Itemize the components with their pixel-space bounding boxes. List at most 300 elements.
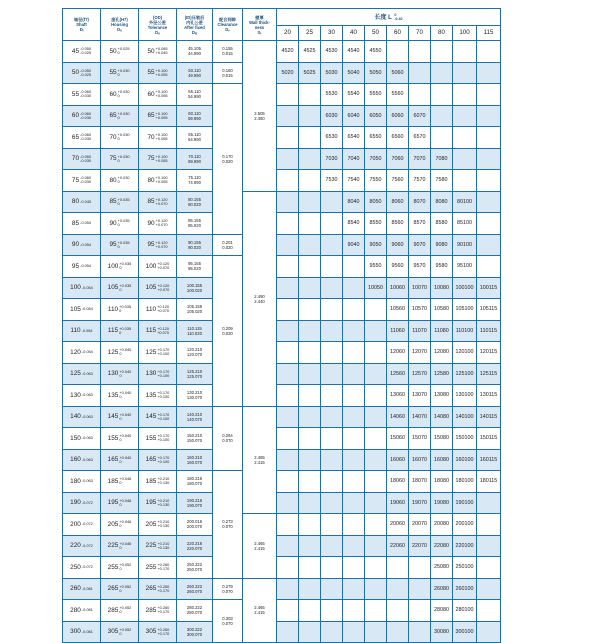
length-part-number-cell: 5060	[387, 62, 409, 84]
length-column-header: 80	[431, 26, 453, 41]
table-row	[63, 514, 501, 536]
length-part-number-cell: 12070	[409, 342, 431, 364]
shaft-cell: 190 -0.072	[63, 492, 101, 514]
id-after-fixed-cell: 55.110 54.990	[177, 84, 213, 106]
id-after-fixed-cell: 50.110 49.990	[177, 62, 213, 84]
length-part-number-cell	[343, 492, 365, 514]
od-tolerance-cell: 265 +0.260 +0.170	[139, 578, 177, 600]
length-part-number-cell: 10570	[409, 299, 431, 321]
id-after-fixed-cell: 45.105 44.990	[177, 41, 213, 63]
table-row	[63, 191, 501, 213]
length-part-number-cell	[277, 385, 299, 407]
id-after-fixed-cell: 190.216 190.070	[177, 492, 213, 514]
id-after-fixed-cell: 130.210 130.070	[177, 385, 213, 407]
od-tolerance-cell: 50 +0.085 +0.045	[139, 41, 177, 63]
length-part-number-cell	[409, 62, 431, 84]
od-tolerance-cell: 165 +0.170 +0.100	[139, 449, 177, 471]
shaft-cell: 70 -0.060 -0.030	[63, 148, 101, 170]
length-part-number-cell: 6060	[387, 105, 409, 127]
length-part-number-cell: 15070	[409, 428, 431, 450]
shaft-cell: 300 -0.081	[63, 621, 101, 643]
length-part-number-cell	[277, 406, 299, 428]
table-row	[63, 342, 501, 364]
length-part-number-cell: 5560	[387, 84, 409, 106]
length-part-number-cell: 125100	[453, 363, 477, 385]
housing-cell: 305 +0.052 0	[101, 621, 139, 643]
wall-thickness-cell: 2.465 2.415	[243, 406, 277, 514]
length-part-number-cell	[277, 492, 299, 514]
od-tolerance-cell: 115 +0.120 +0.070	[139, 320, 177, 342]
length-column-header: 60	[387, 26, 409, 41]
length-part-number-cell	[409, 600, 431, 622]
length-part-number-cell	[453, 84, 477, 106]
length-part-number-cell	[299, 600, 321, 622]
length-part-number-cell	[409, 557, 431, 579]
length-part-number-cell	[277, 277, 299, 299]
length-part-number-cell: 85100	[453, 213, 477, 235]
length-part-number-cell: 8040	[343, 191, 365, 213]
length-part-number-cell	[321, 277, 343, 299]
housing-cell: 185 +0.046 0	[101, 471, 139, 493]
length-part-number-cell	[277, 213, 299, 235]
length-part-number-cell: 28080	[431, 600, 453, 622]
table-row	[63, 492, 501, 514]
length-part-number-cell: 6040	[343, 105, 365, 127]
shaft-cell: 280 -0.081	[63, 600, 101, 622]
length-part-number-cell	[343, 578, 365, 600]
housing-cell: 155 +0.040 0	[101, 428, 139, 450]
housing-cell: 135 +0.040 0	[101, 385, 139, 407]
length-part-number-cell	[409, 621, 431, 643]
length-part-number-cell	[477, 170, 501, 192]
length-part-number-cell	[277, 363, 299, 385]
id-after-fixed-cell: 85.155 85.020	[177, 213, 213, 235]
length-part-number-cell	[365, 299, 387, 321]
od-tolerance-cell: 90 +0.120 +0.070	[139, 213, 177, 235]
length-part-number-cell	[277, 256, 299, 278]
housing-cell: 75 +0.030 0	[101, 148, 139, 170]
table-row	[63, 105, 501, 127]
housing-cell: 80 +0.030 0	[101, 170, 139, 192]
shaft-cell: 180 -0.063	[63, 471, 101, 493]
length-part-number-cell	[453, 105, 477, 127]
shaft-cell: 160 -0.063	[63, 449, 101, 471]
housing-cell: 90 +0.035 0	[101, 213, 139, 235]
length-part-number-cell	[477, 148, 501, 170]
od-tolerance-cell: 80 +0.100 +0.055	[139, 170, 177, 192]
length-part-number-cell	[453, 62, 477, 84]
clearance-cell: 0.170 0.020	[213, 84, 243, 235]
housing-cell: 195 +0.046 0	[101, 492, 139, 514]
id-after-fixed-cell: 220.216 220.070	[177, 535, 213, 557]
length-part-number-cell: 5020	[277, 62, 299, 84]
length-part-number-cell: 220100	[453, 535, 477, 557]
id-after-fixed-cell: 90.155 90.020	[177, 234, 213, 256]
table-row	[63, 213, 501, 235]
length-part-number-cell	[343, 342, 365, 364]
table-row	[63, 578, 501, 600]
length-part-number-cell	[343, 449, 365, 471]
length-part-number-cell	[343, 299, 365, 321]
length-part-number-cell	[431, 41, 453, 63]
length-part-number-cell: 6530	[321, 127, 343, 149]
length-part-number-cell: 10580	[431, 299, 453, 321]
wall-thickness-cell: 2.490 2.440	[243, 191, 277, 406]
length-part-number-cell: 300100	[453, 621, 477, 643]
od-tolerance-cell: 195 +0.210 +0.130	[139, 492, 177, 514]
length-part-number-cell: 140115	[477, 406, 501, 428]
table-row	[63, 535, 501, 557]
header-shaft: 轴径(f7) Shaft Dᵢ	[63, 9, 101, 41]
length-part-number-cell: 19080	[431, 492, 453, 514]
length-part-number-cell: 7570	[409, 170, 431, 192]
length-part-number-cell: 8560	[387, 213, 409, 235]
length-part-number-cell	[343, 320, 365, 342]
length-part-number-cell: 5050	[365, 62, 387, 84]
length-part-number-cell: 9060	[387, 234, 409, 256]
length-part-number-cell	[277, 557, 299, 579]
length-part-number-cell	[277, 191, 299, 213]
housing-cell: 225 +0.046 0	[101, 535, 139, 557]
length-part-number-cell	[365, 514, 387, 536]
housing-cell: 125 +0.040 0	[101, 342, 139, 364]
od-tolerance-cell: 100 +0.120 +0.070	[139, 256, 177, 278]
shaft-cell: 80 -0.045	[63, 191, 101, 213]
housing-cell: 285 +0.052 0	[101, 600, 139, 622]
length-part-number-cell	[299, 557, 321, 579]
shaft-cell: 125 -0.063	[63, 363, 101, 385]
length-part-number-cell	[365, 428, 387, 450]
shaft-cell: 150 -0.063	[63, 428, 101, 450]
length-part-number-cell	[299, 406, 321, 428]
length-part-number-cell: 13060	[387, 385, 409, 407]
header-od-tolerance: (OD) 外径公差 Tolerance Dₒ	[139, 9, 177, 41]
id-after-fixed-cell: 260.222 260.070	[177, 578, 213, 600]
clearance-cell: 0.209 0.020	[213, 256, 243, 407]
wall-thickness-cell: 2.465 2.415	[243, 578, 277, 643]
length-part-number-cell	[321, 428, 343, 450]
wall-thickness-cell: 2.465 2.415	[243, 514, 277, 579]
length-part-number-cell	[477, 234, 501, 256]
length-part-number-cell	[343, 277, 365, 299]
od-tolerance-cell: 155 +0.170 +0.100	[139, 428, 177, 450]
length-part-number-cell	[365, 535, 387, 557]
housing-cell: 85 +0.035 0	[101, 191, 139, 213]
shaft-cell: 45 -0.050 -0.025	[63, 41, 101, 63]
length-part-number-cell	[365, 385, 387, 407]
length-part-number-cell: 100100	[453, 277, 477, 299]
shaft-cell: 90 -0.054	[63, 234, 101, 256]
housing-cell: 100 +0.035 0	[101, 256, 139, 278]
length-part-number-cell	[343, 363, 365, 385]
length-part-number-cell	[277, 449, 299, 471]
shaft-cell: 200 -0.072	[63, 514, 101, 536]
length-part-number-cell: 11080	[431, 320, 453, 342]
length-part-number-cell: 7530	[321, 170, 343, 192]
length-part-number-cell: 105100	[453, 299, 477, 321]
header-housing: 座孔(H7) Housing Dₒ	[101, 9, 139, 41]
table-row	[63, 471, 501, 493]
id-after-fixed-cell: 280.222 280.070	[177, 600, 213, 622]
length-part-number-cell	[453, 41, 477, 63]
length-part-number-cell: 100115	[477, 277, 501, 299]
length-part-number-cell	[365, 578, 387, 600]
header-wall-thickness: 壁厚 Wall thick- ness Sₜ	[243, 9, 277, 41]
length-part-number-cell: 7080	[431, 148, 453, 170]
wall-thickness-cell: 2.505 2.460	[243, 41, 277, 192]
length-part-number-cell: 110100	[453, 320, 477, 342]
length-part-number-cell	[343, 428, 365, 450]
length-part-number-cell: 7040	[343, 148, 365, 170]
housing-cell: 60 +0.030 0	[101, 84, 139, 106]
length-part-number-cell: 14070	[409, 406, 431, 428]
housing-cell: 255 +0.052 0	[101, 557, 139, 579]
length-part-number-cell: 9080	[431, 234, 453, 256]
length-part-number-cell	[299, 471, 321, 493]
length-part-number-cell: 8070	[409, 191, 431, 213]
length-part-number-cell	[365, 492, 387, 514]
length-part-number-cell: 10080	[431, 277, 453, 299]
id-after-fixed-cell: 60.110 59.990	[177, 105, 213, 127]
length-part-number-cell	[365, 449, 387, 471]
length-part-number-cell: 12060	[387, 342, 409, 364]
length-part-number-cell: 10050	[365, 277, 387, 299]
length-part-number-cell: 95100	[453, 256, 477, 278]
od-tolerance-cell: 60 +0.100 +0.055	[139, 84, 177, 106]
length-part-number-cell	[477, 191, 501, 213]
length-column-header: 115	[477, 26, 501, 41]
length-part-number-cell	[277, 514, 299, 536]
housing-cell: 265 +0.052 0	[101, 578, 139, 600]
length-part-number-cell: 8570	[409, 213, 431, 235]
length-part-number-cell	[477, 84, 501, 106]
table-row	[63, 557, 501, 579]
id-after-fixed-cell: 180.216 180.070	[177, 471, 213, 493]
length-part-number-cell: 4550	[365, 41, 387, 63]
length-column-header: 40	[343, 26, 365, 41]
length-part-number-cell: 4530	[321, 41, 343, 63]
length-part-number-cell: 150100	[453, 428, 477, 450]
length-part-number-cell: 20070	[409, 514, 431, 536]
od-tolerance-cell: 75 +0.100 +0.055	[139, 148, 177, 170]
length-part-number-cell	[477, 600, 501, 622]
id-after-fixed-cell: 105.155 105.020	[177, 299, 213, 321]
id-after-fixed-cell: 300.222 300.070	[177, 621, 213, 643]
shaft-cell: 95 -0.054	[63, 256, 101, 278]
length-part-number-cell: 22060	[387, 535, 409, 557]
length-part-number-cell	[387, 41, 409, 63]
length-part-number-cell	[321, 578, 343, 600]
length-part-number-cell: 7030	[321, 148, 343, 170]
length-part-number-cell	[277, 471, 299, 493]
length-part-number-cell	[321, 385, 343, 407]
length-part-number-cell: 5530	[321, 84, 343, 106]
length-part-number-cell	[299, 148, 321, 170]
length-part-number-cell	[321, 471, 343, 493]
length-part-number-cell	[277, 320, 299, 342]
length-part-number-cell	[299, 234, 321, 256]
length-part-number-cell: 7560	[387, 170, 409, 192]
length-part-number-cell: 26080	[431, 578, 453, 600]
length-part-number-cell: 6050	[365, 105, 387, 127]
od-tolerance-cell: 85 +0.120 +0.070	[139, 191, 177, 213]
length-part-number-cell	[343, 385, 365, 407]
table-row	[63, 428, 501, 450]
length-part-number-cell	[365, 621, 387, 643]
length-part-number-cell	[321, 256, 343, 278]
housing-cell: 165 +0.040 0	[101, 449, 139, 471]
housing-cell: 65 +0.030 0	[101, 105, 139, 127]
length-column-header: 30	[321, 26, 343, 41]
length-part-number-cell	[321, 213, 343, 235]
length-part-number-cell	[299, 84, 321, 106]
length-part-number-cell: 10070	[409, 277, 431, 299]
length-part-number-cell: 12560	[387, 363, 409, 385]
length-part-number-cell: 10060	[387, 277, 409, 299]
id-after-fixed-cell: 70.110 69.990	[177, 148, 213, 170]
table-row	[63, 299, 501, 321]
length-part-number-cell	[299, 299, 321, 321]
od-tolerance-cell: 125 +0.170 +0.100	[139, 342, 177, 364]
length-part-number-cell: 14080	[431, 406, 453, 428]
id-after-fixed-cell: 200.016 200.070	[177, 514, 213, 536]
length-part-number-cell: 5040	[343, 62, 365, 84]
length-part-number-cell	[299, 170, 321, 192]
length-part-number-cell	[387, 621, 409, 643]
length-part-number-cell: 11060	[387, 320, 409, 342]
shaft-cell: 105 -0.054	[63, 299, 101, 321]
length-part-number-cell: 8060	[387, 191, 409, 213]
id-after-fixed-cell: 95.155 95.020	[177, 256, 213, 278]
table-row	[63, 148, 501, 170]
length-part-number-cell: 14060	[387, 406, 409, 428]
length-part-number-cell	[299, 213, 321, 235]
length-part-number-cell: 200100	[453, 514, 477, 536]
length-part-number-cell	[277, 535, 299, 557]
length-part-number-cell	[387, 578, 409, 600]
length-part-number-cell: 8080	[431, 191, 453, 213]
length-part-number-cell	[277, 148, 299, 170]
length-part-number-cell	[299, 363, 321, 385]
length-part-number-cell: 4525	[299, 41, 321, 63]
length-part-number-cell: 16070	[409, 449, 431, 471]
table-row	[63, 41, 501, 63]
length-part-number-cell	[299, 256, 321, 278]
length-part-number-cell	[321, 557, 343, 579]
length-part-number-cell: 150115	[477, 428, 501, 450]
header-length: 长度 L 0 -0.40	[277, 9, 501, 26]
length-part-number-cell	[431, 127, 453, 149]
length-part-number-cell: 125115	[477, 363, 501, 385]
id-after-fixed-cell: 150.210 150.070	[177, 428, 213, 450]
length-part-number-cell: 120115	[477, 342, 501, 364]
shaft-cell: 120 -0.054	[63, 342, 101, 364]
shaft-cell: 65 -0.060 -0.030	[63, 127, 101, 149]
length-part-number-cell	[277, 84, 299, 106]
length-part-number-cell: 25080	[431, 557, 453, 579]
od-tolerance-cell: 145 +0.170 +0.100	[139, 406, 177, 428]
length-part-number-cell	[365, 557, 387, 579]
table-row	[63, 363, 501, 385]
length-part-number-cell	[321, 320, 343, 342]
length-part-number-cell: 18070	[409, 471, 431, 493]
length-part-number-cell: 7060	[387, 148, 409, 170]
id-after-fixed-cell: 80.155 80.020	[177, 191, 213, 213]
length-part-number-cell: 160115	[477, 449, 501, 471]
clearance-cell: 0.155 0.015	[213, 41, 243, 63]
table-row	[63, 256, 501, 278]
length-part-number-cell	[343, 600, 365, 622]
length-part-number-cell: 9570	[409, 256, 431, 278]
length-part-number-cell: 4520	[277, 41, 299, 63]
length-part-number-cell: 11070	[409, 320, 431, 342]
length-part-number-cell	[321, 406, 343, 428]
length-part-number-cell: 9580	[431, 256, 453, 278]
length-part-number-cell: 6540	[343, 127, 365, 149]
shaft-cell: 260 -0.081	[63, 578, 101, 600]
length-part-number-cell: 5540	[343, 84, 365, 106]
length-part-number-cell: 6030	[321, 105, 343, 127]
shaft-cell: 75 -0.060 -0.030	[63, 170, 101, 192]
length-part-number-cell: 7540	[343, 170, 365, 192]
id-after-fixed-cell: 100.155 100.020	[177, 277, 213, 299]
length-part-number-cell	[299, 535, 321, 557]
length-part-number-cell	[387, 600, 409, 622]
length-part-number-cell	[387, 557, 409, 579]
length-part-number-cell	[321, 234, 343, 256]
length-part-number-cell	[321, 514, 343, 536]
id-after-fixed-cell: 120.210 120.070	[177, 342, 213, 364]
length-part-number-cell: 110115	[477, 320, 501, 342]
shaft-cell: 60 -0.060 -0.030	[63, 105, 101, 127]
length-part-number-cell	[277, 234, 299, 256]
length-part-number-cell	[277, 600, 299, 622]
length-part-number-cell: 9040	[343, 234, 365, 256]
id-after-fixed-cell: 75.110 74.990	[177, 170, 213, 192]
od-tolerance-cell: 135 +0.170 +0.100	[139, 385, 177, 407]
length-part-number-cell	[277, 127, 299, 149]
shaft-cell: 130 -0.063	[63, 385, 101, 407]
length-part-number-cell: 6070	[409, 105, 431, 127]
length-part-number-cell: 22070	[409, 535, 431, 557]
length-part-number-cell	[343, 471, 365, 493]
length-part-number-cell	[321, 299, 343, 321]
length-part-number-cell: 16060	[387, 449, 409, 471]
bearing-size-table-wrapper	[62, 8, 501, 643]
length-part-number-cell: 280100	[453, 600, 477, 622]
table-row	[63, 170, 501, 192]
length-part-number-cell: 190100	[453, 492, 477, 514]
length-part-number-cell	[299, 449, 321, 471]
length-part-number-cell	[299, 385, 321, 407]
length-part-number-cell: 6570	[409, 127, 431, 149]
length-part-number-cell	[299, 514, 321, 536]
length-part-number-cell	[477, 535, 501, 557]
clearance-cell: 0.273 0.070	[213, 471, 243, 579]
length-part-number-cell: 80100	[453, 191, 477, 213]
length-part-number-cell	[365, 363, 387, 385]
length-part-number-cell: 130115	[477, 385, 501, 407]
length-part-number-cell: 15060	[387, 428, 409, 450]
table-row	[63, 277, 501, 299]
length-part-number-cell: 10560	[387, 299, 409, 321]
length-part-number-cell: 9560	[387, 256, 409, 278]
od-tolerance-cell: 255 +0.260 +0.170	[139, 557, 177, 579]
shaft-cell: 50 -0.050 -0.025	[63, 62, 101, 84]
id-after-fixed-cell: 140.210 140.070	[177, 406, 213, 428]
clearance-cell: 0.279 0.070	[213, 578, 243, 600]
id-after-fixed-cell: 65.110 64.990	[177, 127, 213, 149]
